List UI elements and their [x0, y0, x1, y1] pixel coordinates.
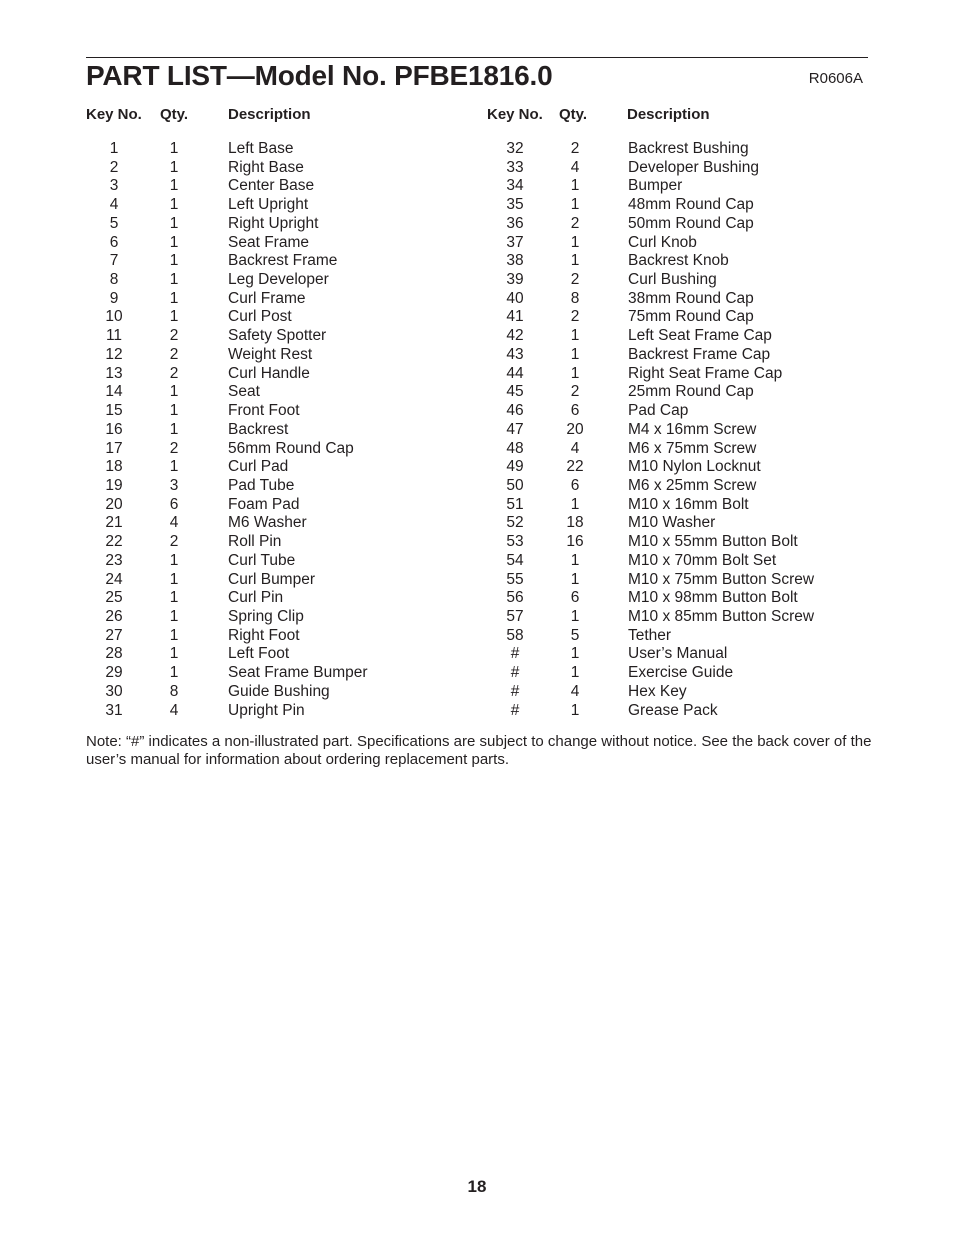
part-key-no: 31	[105, 701, 123, 719]
part-description: Roll Pin	[228, 533, 282, 551]
part-qty: 1	[169, 308, 179, 326]
part-row	[470, 664, 954, 683]
part-row	[0, 496, 470, 515]
part-description: Curl Knob	[628, 233, 697, 251]
part-qty: 1	[570, 495, 580, 513]
part-qty: 22	[566, 458, 584, 476]
part-row	[0, 140, 470, 159]
part-key-no: 22	[105, 533, 123, 551]
part-key-no: 38	[506, 252, 524, 270]
part-description: Leg Developer	[228, 271, 329, 289]
part-key-no: 28	[105, 645, 123, 663]
part-row	[470, 252, 954, 271]
part-row	[0, 458, 470, 477]
part-qty: 1	[169, 196, 179, 214]
part-qty: 1	[169, 626, 179, 644]
part-description: Front Foot	[228, 402, 300, 420]
part-row	[470, 159, 954, 178]
part-row	[470, 645, 954, 664]
part-description: Left Seat Frame Cap	[628, 327, 772, 345]
part-qty: 1	[169, 420, 179, 438]
part-description: Curl Tube	[228, 551, 296, 569]
part-key-no: 42	[506, 327, 524, 345]
parts-table-left	[0, 140, 470, 720]
part-qty: 1	[169, 458, 179, 476]
part-key-no: #	[510, 645, 520, 663]
part-key-no: 21	[105, 514, 123, 532]
header-qty-left: Qty.	[160, 106, 189, 123]
part-qty: 1	[169, 551, 179, 569]
part-key-no: 58	[506, 626, 524, 644]
part-row	[470, 552, 954, 571]
part-row	[470, 440, 954, 459]
part-row	[0, 571, 470, 590]
part-key-no: 52	[506, 514, 524, 532]
part-description: Seat Frame	[228, 233, 309, 251]
part-qty: 6	[169, 495, 179, 513]
part-qty: 6	[570, 402, 580, 420]
part-row	[0, 327, 470, 346]
part-qty: 1	[169, 252, 179, 270]
part-row	[470, 365, 954, 384]
part-description: M6 x 75mm Screw	[628, 439, 757, 457]
part-key-no: 29	[105, 664, 123, 682]
part-description: Seat Frame Bumper	[228, 664, 368, 682]
header-qty-right: Qty.	[559, 106, 588, 123]
part-qty: 2	[570, 383, 580, 401]
part-qty: 1	[169, 589, 179, 607]
part-description: Curl Bushing	[628, 271, 717, 289]
part-row	[470, 196, 954, 215]
part-row	[0, 271, 470, 290]
part-row	[0, 177, 470, 196]
part-description: Right Base	[228, 158, 304, 176]
part-row	[0, 365, 470, 384]
part-key-no: 39	[506, 271, 524, 289]
part-key-no: 35	[506, 196, 524, 214]
part-qty: 1	[169, 402, 179, 420]
part-row	[0, 608, 470, 627]
part-key-no: 24	[105, 570, 123, 588]
part-row	[470, 383, 954, 402]
part-qty: 6	[570, 589, 580, 607]
part-description: 56mm Round Cap	[228, 439, 354, 457]
part-qty: 5	[570, 626, 580, 644]
part-key-no: 33	[506, 158, 524, 176]
part-row	[0, 234, 470, 253]
part-qty: 1	[570, 345, 580, 363]
part-row	[470, 627, 954, 646]
part-description: Upright Pin	[228, 701, 305, 719]
part-qty: 1	[570, 607, 580, 625]
part-row	[470, 140, 954, 159]
part-row	[0, 683, 470, 702]
part-qty: 4	[570, 439, 580, 457]
part-description: User’s Manual	[628, 645, 728, 663]
part-row	[470, 571, 954, 590]
part-key-no: 15	[105, 402, 123, 420]
part-description: Right Upright	[228, 214, 319, 232]
part-description: Tether	[628, 626, 672, 644]
header-description-left: Description	[228, 106, 311, 123]
part-row	[470, 496, 954, 515]
part-description: Left Base	[228, 140, 294, 157]
part-qty: 20	[566, 420, 584, 438]
part-description: Grease Pack	[628, 701, 718, 719]
part-qty: 4	[570, 158, 580, 176]
part-key-no: 54	[506, 551, 524, 569]
part-row	[470, 177, 954, 196]
part-row	[0, 552, 470, 571]
part-description: M10 Washer	[628, 514, 716, 532]
part-description: Center Base	[228, 177, 315, 195]
part-row	[470, 608, 954, 627]
part-description: Pad Tube	[228, 476, 295, 494]
part-row	[0, 290, 470, 309]
part-qty: 1	[570, 364, 580, 382]
part-description: 38mm Round Cap	[628, 289, 754, 307]
part-description: Curl Bumper	[228, 570, 315, 588]
part-qty: 1	[169, 607, 179, 625]
part-key-no: 30	[105, 682, 123, 700]
part-row	[470, 290, 954, 309]
part-qty: 1	[570, 551, 580, 569]
part-key-no: 36	[506, 214, 524, 232]
part-qty: 18	[566, 514, 584, 532]
part-key-no: 32	[506, 140, 524, 157]
part-row	[470, 327, 954, 346]
part-qty: 2	[169, 327, 179, 345]
part-row	[0, 421, 470, 440]
part-qty: 2	[169, 364, 179, 382]
part-description: Developer Bushing	[628, 158, 759, 176]
part-description: 75mm Round Cap	[628, 308, 754, 326]
part-key-no: 55	[506, 570, 524, 588]
part-description: Weight Rest	[228, 345, 313, 363]
part-qty: 2	[169, 533, 179, 551]
part-row	[0, 383, 470, 402]
part-description: 25mm Round Cap	[628, 383, 754, 401]
part-key-no: 5	[109, 214, 119, 232]
part-qty: 1	[169, 570, 179, 588]
part-key-no: 13	[105, 364, 123, 382]
part-qty: 1	[169, 289, 179, 307]
part-key-no: 1	[109, 140, 119, 157]
part-key-no: #	[510, 682, 520, 700]
part-key-no: 53	[506, 533, 524, 551]
part-row	[470, 589, 954, 608]
part-row	[470, 234, 954, 253]
part-qty: 1	[570, 252, 580, 270]
part-description: Right Seat Frame Cap	[628, 364, 783, 382]
part-key-no: 11	[105, 327, 123, 345]
part-description: Backrest Bushing	[628, 140, 749, 157]
part-qty: 2	[169, 345, 179, 363]
part-row	[470, 702, 954, 721]
part-row	[0, 664, 470, 683]
part-key-no: 47	[506, 420, 524, 438]
part-key-no: 16	[105, 420, 123, 438]
part-key-no: 23	[105, 551, 123, 569]
part-row	[0, 589, 470, 608]
part-key-no: 41	[506, 308, 524, 326]
part-key-no: #	[510, 701, 520, 719]
header-key-no-right: Key No.	[487, 106, 543, 123]
part-row	[470, 346, 954, 365]
part-row	[0, 627, 470, 646]
part-description: Backrest Knob	[628, 252, 729, 270]
part-row	[0, 645, 470, 664]
part-description: Curl Handle	[228, 364, 310, 382]
part-row	[0, 533, 470, 552]
header-description-right: Description	[627, 106, 710, 123]
part-row	[470, 533, 954, 552]
part-qty: 1	[169, 214, 179, 232]
part-description: M10 x 16mm Bolt	[628, 495, 749, 513]
part-key-no: 20	[105, 495, 123, 513]
part-description: Backrest Frame Cap	[628, 345, 771, 363]
part-qty: 1	[169, 177, 179, 195]
part-row	[0, 702, 470, 721]
part-description: Left Upright	[228, 196, 309, 214]
part-key-no: 26	[105, 607, 123, 625]
part-row	[0, 196, 470, 215]
part-row	[470, 421, 954, 440]
part-qty: 2	[570, 214, 580, 232]
part-key-no: 49	[506, 458, 524, 476]
part-key-no: 2	[109, 158, 119, 176]
part-key-no: 43	[506, 345, 524, 363]
part-key-no: 51	[506, 495, 524, 513]
part-row	[0, 215, 470, 234]
part-qty: 2	[169, 439, 179, 457]
part-description: Spring Clip	[228, 607, 304, 625]
part-row	[0, 346, 470, 365]
part-row	[470, 514, 954, 533]
part-qty: 6	[570, 476, 580, 494]
part-qty: 3	[169, 476, 179, 494]
part-row	[470, 402, 954, 421]
part-row	[470, 271, 954, 290]
part-description: M10 x 98mm Button Bolt	[628, 589, 798, 607]
part-key-no: 44	[506, 364, 524, 382]
part-key-no: 40	[506, 289, 524, 307]
part-qty: 1	[570, 177, 580, 195]
part-key-no: 18	[105, 458, 123, 476]
part-row	[0, 308, 470, 327]
part-key-no: 57	[506, 607, 524, 625]
part-qty: 1	[570, 570, 580, 588]
footnote: Note: “#” indicates a non-illustrated part. Specifications are subject to change without notice. See the back cover of the user’s manual for information about ordering replacement parts.	[86, 733, 872, 768]
part-description: Guide Bushing	[228, 682, 330, 700]
part-description: M6 Washer	[228, 514, 307, 532]
part-key-no: 10	[105, 308, 123, 326]
part-key-no: 3	[109, 177, 119, 195]
part-qty: 1	[169, 233, 179, 251]
part-qty: 8	[570, 289, 580, 307]
part-key-no: 27	[105, 626, 123, 644]
part-qty: 1	[570, 327, 580, 345]
part-description: Left Foot	[228, 645, 290, 663]
part-description: Right Foot	[228, 626, 300, 644]
part-qty: 1	[169, 158, 179, 176]
part-qty: 1	[570, 233, 580, 251]
part-row	[0, 159, 470, 178]
part-row	[0, 440, 470, 459]
part-qty: 2	[570, 140, 580, 157]
part-qty: 1	[570, 645, 580, 663]
top-rule	[86, 57, 868, 58]
part-row	[470, 477, 954, 496]
part-key-no: 34	[506, 177, 524, 195]
part-qty: 4	[169, 701, 179, 719]
part-qty: 1	[570, 664, 580, 682]
part-qty: 1	[169, 645, 179, 663]
part-description: Backrest Frame	[228, 252, 338, 270]
part-description: Curl Pin	[228, 589, 284, 607]
part-key-no: 45	[506, 383, 524, 401]
part-row	[0, 514, 470, 533]
part-row	[470, 308, 954, 327]
part-description: M10 x 70mm Bolt Set	[628, 551, 777, 569]
part-key-no: 17	[105, 439, 123, 457]
part-key-no: 46	[506, 402, 524, 420]
part-qty: 1	[169, 383, 179, 401]
part-key-no: 25	[105, 589, 123, 607]
part-key-no: 56	[506, 589, 524, 607]
part-key-no: 6	[109, 233, 119, 251]
part-qty: 4	[570, 682, 580, 700]
part-description: M10 x 55mm Button Bolt	[628, 533, 798, 551]
part-description: Exercise Guide	[628, 664, 734, 682]
part-key-no: 8	[109, 271, 119, 289]
part-key-no: 50	[506, 476, 524, 494]
part-description: Backrest	[228, 420, 289, 438]
part-description: 50mm Round Cap	[628, 214, 754, 232]
part-row	[470, 458, 954, 477]
part-description: Curl Frame	[228, 289, 306, 307]
parts-table-right	[470, 140, 954, 720]
part-qty: 1	[570, 701, 580, 719]
part-qty: 2	[570, 271, 580, 289]
part-description: Hex Key	[628, 682, 687, 700]
page-title: PART LIST—Model No. PFBE1816.0	[86, 60, 553, 91]
part-description: Foam Pad	[228, 495, 300, 513]
part-key-no: 9	[109, 289, 119, 307]
part-description: M4 x 16mm Screw	[628, 420, 757, 438]
part-key-no: 37	[506, 233, 524, 251]
header-key-no-left: Key No.	[86, 106, 142, 123]
part-description: Safety Spotter	[228, 327, 327, 345]
part-description: Pad Cap	[628, 402, 689, 420]
part-key-no: 19	[105, 476, 123, 494]
part-qty: 1	[169, 664, 179, 682]
part-description: M10 x 75mm Button Screw	[628, 570, 815, 588]
part-description: M10 Nylon Locknut	[628, 458, 761, 476]
part-qty: 8	[169, 682, 179, 700]
part-qty: 1	[169, 140, 179, 157]
part-row	[470, 683, 954, 702]
part-description: M6 x 25mm Screw	[628, 476, 757, 494]
part-key-no: 7	[109, 252, 119, 270]
part-key-no: 4	[109, 196, 119, 214]
document-code: R0606A	[808, 70, 863, 87]
part-qty: 1	[169, 271, 179, 289]
page-number: 18	[467, 1177, 487, 1196]
part-description: Seat	[228, 383, 260, 401]
part-row	[470, 215, 954, 234]
part-qty: 1	[570, 196, 580, 214]
part-description: Curl Post	[228, 308, 292, 326]
part-description: M10 x 85mm Button Screw	[628, 607, 815, 625]
part-key-no: 12	[105, 345, 123, 363]
part-key-no: 14	[105, 383, 123, 401]
part-row	[0, 402, 470, 421]
part-qty: 2	[570, 308, 580, 326]
part-row	[0, 477, 470, 496]
part-qty: 4	[169, 514, 179, 532]
part-description: 48mm Round Cap	[628, 196, 754, 214]
part-description: Curl Pad	[228, 458, 289, 476]
part-description: Bumper	[628, 177, 683, 195]
part-qty: 16	[566, 533, 584, 551]
part-key-no: #	[510, 664, 520, 682]
part-key-no: 48	[506, 439, 524, 457]
part-row	[0, 252, 470, 271]
